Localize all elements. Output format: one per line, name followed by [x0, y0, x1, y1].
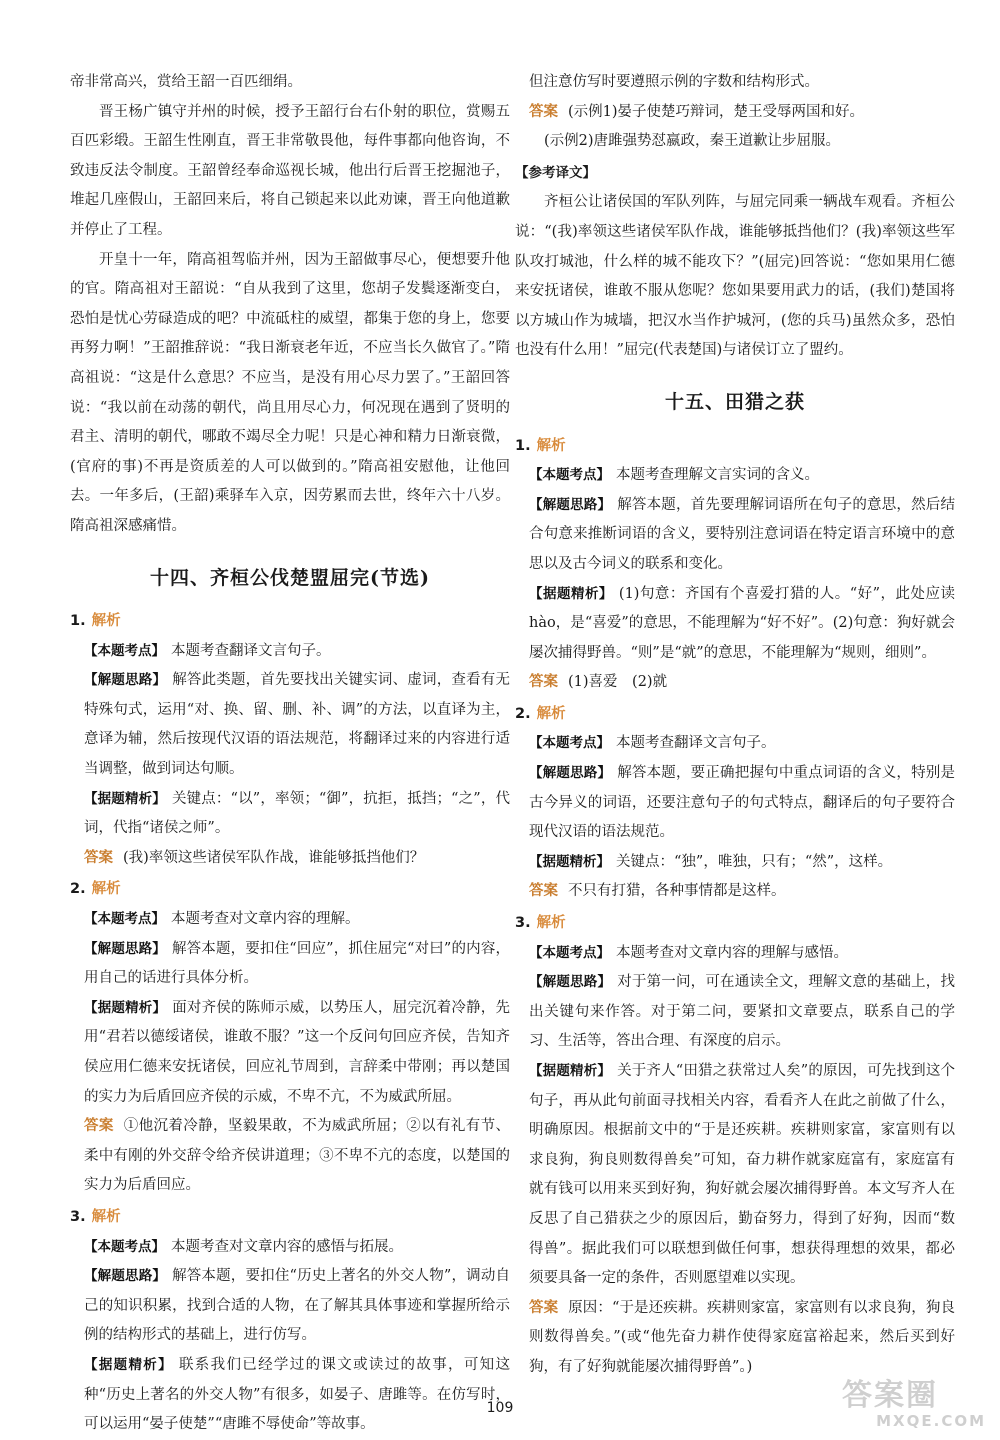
- solution-idea-text: 解答本题，首先要理解词语所在句子的意思，然后结合句意来推断词语的含义，要特别注意词语在特定语言环境中的意思以及古今词义的联系和变化。: [529, 496, 956, 572]
- reference-translation-tag: 【参考译文】: [515, 164, 596, 181]
- question-number: 3.: [515, 915, 531, 932]
- answer: [515, 1294, 955, 1383]
- question-number: 2.: [70, 881, 86, 898]
- solution-idea-tag: 【解题思路】: [84, 1268, 167, 1285]
- exam-point-tag: 【本题考点】: [84, 911, 165, 928]
- answer-tag: 答案: [529, 883, 558, 900]
- question-number: 1.: [515, 437, 531, 454]
- question-header: [70, 607, 510, 637]
- question-header: [515, 700, 955, 730]
- solution-idea: [70, 935, 510, 994]
- detailed-analysis-tag: 【据题精析】: [529, 1063, 612, 1079]
- answer: [515, 668, 955, 698]
- detailed-analysis: [515, 580, 955, 669]
- solution-idea-tag: 【解题思路】: [529, 765, 612, 782]
- analysis-label: 解析: [91, 1208, 121, 1225]
- exam-point: [515, 461, 955, 491]
- analysis-label: 解析: [91, 881, 121, 898]
- answer-tag: 答案: [529, 103, 558, 120]
- answer-example: (示例2)唐雎强势怼嬴政，秦王道歉让步屈服。: [544, 133, 841, 150]
- exam-point: [70, 637, 510, 667]
- answer: [70, 1112, 510, 1201]
- detailed-analysis-text: 联系我们已经学过的课文或读过的故事，可知这种“历史上著名的外交人物”有很多，如晏子、唐雎等。在仿写时，可以运用“晏子使楚”“唐雎不辱使命”等故事。: [84, 1356, 511, 1433]
- exam-point-text: 本题考查理解文言实词的含义。: [616, 467, 819, 484]
- exam-point-text: 本题考查翻译文言句子。: [616, 735, 776, 752]
- answer: [515, 98, 955, 128]
- exam-point-tag: 【本题考点】: [84, 642, 165, 659]
- detailed-analysis-text: (1)句意：齐国有个喜爱打猎的人。“好”，此处应读 hào，是“喜爱”的意思，不能理解为“好不好”。(2)句意：狗好就会屡次捕得野兽。“则”是“就”的意思，不能理解为“规则，细则”。: [529, 585, 955, 661]
- answer: [515, 877, 955, 907]
- detailed-analysis: [515, 1057, 955, 1294]
- paragraph: 晋王杨广镇守并州的时候，授予王韶行台右仆射的职位，赏赐五百匹彩缎。王韶生性刚直，晋王非常敬畏他，每件事都向他咨询，不致违反法令制度。王韶曾经奉命巡视长城，他出行后晋王挖掘池子，堆起几座假山，王韶回来后，将自己锁起来以此劝谏，晋王向他道歉并停止了工程。: [70, 103, 510, 238]
- solution-idea: [515, 759, 955, 848]
- detailed-analysis-tag: 【据题精析】: [84, 1356, 173, 1373]
- solution-idea: [515, 968, 955, 1057]
- solution-idea-text: 解答本题，要扣住“历史上著名的外交人物”，调动自己的知识积累，找到合适的人物，在了解其具体事迹和掌握所给示例的结构形式的基础上，进行仿写。: [84, 1268, 511, 1344]
- solution-idea: [70, 1262, 510, 1351]
- solution-idea-tag: 【解题思路】: [529, 496, 612, 513]
- exam-point: [70, 1233, 510, 1263]
- right-column: [515, 68, 955, 1383]
- solution-idea: [515, 491, 955, 580]
- solution-idea-tag: 【解题思路】: [84, 940, 166, 957]
- detailed-analysis: [70, 1351, 510, 1440]
- detailed-analysis: [70, 785, 510, 844]
- answer-text: 不只有打猎，各种事情都是这样。: [568, 883, 786, 900]
- question-number: 2.: [515, 705, 531, 722]
- detailed-analysis: [515, 848, 955, 878]
- watermark-logo: [842, 1380, 992, 1434]
- question-header: [515, 909, 955, 939]
- analysis-label: 解析: [536, 437, 566, 454]
- exam-point-text: 本题考查翻译文言句子。: [171, 642, 331, 659]
- left-column: [70, 68, 510, 1440]
- detailed-analysis-tag: 【据题精析】: [84, 790, 166, 807]
- detailed-analysis-tag: 【据题精析】: [84, 999, 167, 1016]
- detailed-analysis-tag: 【据题精析】: [529, 585, 613, 602]
- exam-point-text: 本题考查对文章内容的理解。: [171, 911, 360, 928]
- answer-tag: 答案: [529, 1299, 559, 1316]
- answer-text: ①他沉着冷静，坚毅果敢，不为威武所屈；②以有礼有节、柔中有刚的外交辞令给齐侯讲道理；③不卑不亢的态度，以楚国的实力为后盾回应。: [84, 1118, 511, 1194]
- analysis-label: 解析: [91, 613, 121, 630]
- answer-tag: 答案: [529, 674, 558, 691]
- solution-idea-text: 解答本题，要正确把握句中重点词语的含义，特别是古今异义的词语，还要注意句子的句式特点，翻译后的句子要符合现代汉语的语法规范。: [529, 765, 956, 841]
- question-number: 3.: [70, 1208, 86, 1225]
- question-number: 1.: [70, 613, 86, 630]
- analysis-label: 解析: [536, 705, 566, 722]
- exam-point-text: 本题考查对文章内容的理解与感悟。: [616, 944, 848, 961]
- detailed-analysis-text: 关键点：“以”，率领；“御”，抗拒，抵挡；“之”，代词，代指“诸侯之师”。: [84, 790, 510, 837]
- solution-idea-text: 解答本题，要扣住“回应”，抓住屈完“对曰”的内容，用自己的话进行具体分析。: [84, 940, 510, 987]
- exam-point-tag: 【本题考点】: [529, 467, 610, 484]
- solution-idea-text: 对于第一问，可在通读全文，理解文意的基础上，找出关键句来作答。对于第二问，要紧扣文章要点，联系自己的学习、生活等，答出合理、有深度的启示。: [529, 974, 956, 1050]
- detailed-analysis-tag: 【据题精析】: [529, 853, 610, 870]
- exam-point-tag: 【本题考点】: [529, 944, 610, 961]
- exam-point: [70, 905, 510, 935]
- answer-text: (1)喜爱 (2)就: [568, 674, 668, 691]
- answer: [70, 844, 510, 874]
- exam-point-tag: 【本题考点】: [529, 735, 610, 752]
- watermark-line1: 答案圈: [842, 1378, 938, 1413]
- answer-tag: 答案: [84, 849, 113, 866]
- solution-idea-text: 解答此类题，首先要找出关键实词、虚词，查看有无特殊句式，运用“对、换、留、删、补、调”的方法，以直译为主，意译为辅，然后按现代汉语的语法规范，将翻译过来的内容进行适当调整，做到词达句顺。: [84, 672, 511, 778]
- exam-point: [515, 729, 955, 759]
- exam-point-tag: 【本题考点】: [84, 1238, 165, 1255]
- detailed-analysis-text: 关键点：“独”，唯独，只有；“然”，这样。: [616, 853, 893, 870]
- detailed-analysis-text: 面对齐侯的陈师示威，以势压人，屈完沉着冷静，先用“君若以德绥诸侯，谁敢不服？”这一个反问句回应齐侯，告知齐侯应用仁德来安抚诸侯，回应礼节周到，言辞柔中带刚；再以楚国的实力为后盾回应齐侯的示威，不卑不亢，不为威武所屈。: [84, 999, 511, 1105]
- answer-text: (示例1)晏子使楚巧辩词，楚王受辱两国和好。: [568, 103, 865, 120]
- exam-point: [515, 939, 955, 969]
- detailed-analysis: [70, 994, 510, 1112]
- solution-idea-tag: 【解题思路】: [84, 672, 167, 689]
- answer-tag: 答案: [84, 1118, 114, 1135]
- detailed-analysis-text: 关于齐人“田猎之获常过人矣”的原因，可先找到这个句子，再从此句前面寻找相关内容，看看齐人在此之前做了什么，明确原因。根据前文中的“于是还疾耕。疾耕则家富，家富则有以求良狗，狗良则数得兽矣”可知，奋力耕作就家庭富有，家庭富有就有钱可以用来买到好狗，狗好就会屡次捕得野兽。本文写齐人在反思了自己猎获之少的原因后，勤奋努力，得到了好狗，因而“数得兽”。据此我们可以联想到做任何事，想获得理想的效果，都必须要具备一定的条件，否则愿望难以实现。: [529, 1063, 956, 1287]
- analysis-label: 解析: [536, 915, 566, 932]
- question-header: [70, 875, 510, 905]
- exam-point-text: 本题考查对文章内容的感悟与拓展。: [171, 1238, 403, 1255]
- paragraph: 开皇十一年，隋高祖驾临并州，因为王韶做事尽心，便想要升他的官。隋高祖对王韶说：“自从我到了这里，您胡子发鬓逐渐变白，恐怕是忧心劳碌造成的吧？中流砥柱的威望，都集于您的身上，您要再努力啊！”王韶推辞说：“我日渐衰老年近，不应当长久做官了。”隋高祖说：“这是什么意思？不应当，是没有用心尽力罢了。”王韶回答说：“我以前在动荡的朝代，尚且用尽心力，何况现在遇到了贤明的君主、清明的朝代，哪敢不竭尽全力呢！只是心神和精力日渐衰微，(官府的事)不再是资质差的人可以做到的。”隋高祖安慰他，让他回去。一年多后，(王韶)乘驿车入京，因劳累而去世，终年六十八岁。隋高祖深感痛惜。: [70, 251, 510, 534]
- question-header: [70, 1203, 510, 1233]
- section-title: 十五、田猎之获: [664, 390, 805, 413]
- paragraph: 但注意仿写时要遵照示例的字数和结构形式。: [529, 74, 819, 90]
- solution-idea: [70, 666, 510, 784]
- watermark-line2: MXQE.COM: [876, 1412, 986, 1430]
- reference-translation: 齐桓公让诸侯国的军队列阵，与屈完同乘一辆战车观看。齐桓公说：“(我)率领这些诸侯军队作战，谁能够抵挡他们？(我)率领这些军队攻打城池，什么样的城不能攻下？”(屈完)回答说：“您如果用仁德来安抚诸侯，谁敢不服从您呢？您如果要用武力的话，(我们)楚国将以方城山作为城墙，把汉水当作护城河，(您的兵马)虽然众多，恐怕也没有什么用！”屈完(代表楚国)与诸侯订立了盟约。: [515, 194, 955, 359]
- answer-text: (我)率领这些诸侯军队作战，谁能够抵挡他们？: [123, 849, 425, 866]
- answer-text: 原因：“于是还疾耕。疾耕则家富，家富则有以求良狗，狗良则数得兽矣。”(或“他先奋力耕作使得家庭富裕起来，然后买到好狗，有了好狗就能屡次捕得野兽”。): [529, 1299, 955, 1375]
- solution-idea-tag: 【解题思路】: [529, 974, 612, 991]
- page-number: 109: [486, 1400, 514, 1416]
- question-header: [515, 432, 955, 462]
- section-title: 十四、齐桓公伐楚盟屈完(节选): [150, 566, 430, 589]
- paragraph: 帝非常高兴，赏给王韶一百匹细绢。: [70, 74, 302, 90]
